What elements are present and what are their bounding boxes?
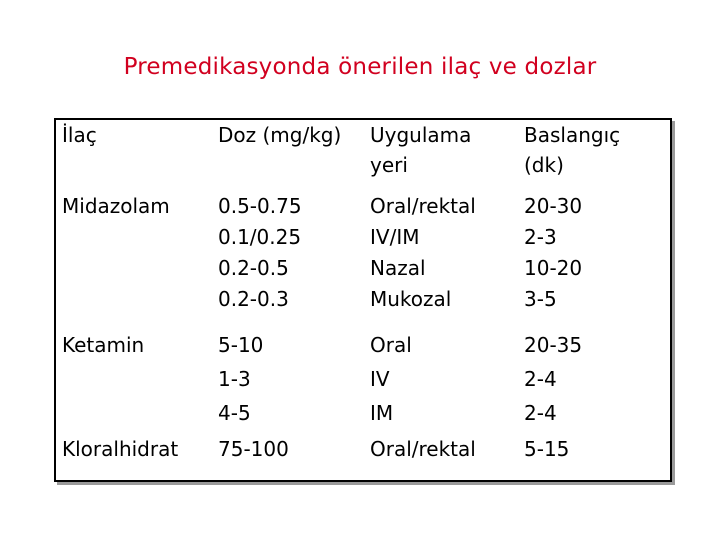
header-route: Uygulama bbox=[370, 123, 472, 147]
dose-cell: 4-5 bbox=[218, 401, 251, 425]
onset-cell: 20-30 bbox=[524, 194, 583, 218]
dose-cell: 75-100 bbox=[218, 437, 289, 461]
dosage-table bbox=[54, 118, 672, 482]
onset-cell: 10-20 bbox=[524, 256, 583, 280]
header-onset: Baslangıç bbox=[524, 123, 621, 147]
drug-kloralhidrat: Kloralhidrat bbox=[62, 437, 179, 461]
dose-cell: 0.2-0.5 bbox=[218, 256, 289, 280]
route-cell: IV bbox=[370, 367, 390, 391]
page-title: Premedikasyonda önerilen ilaç ve dozlar bbox=[123, 54, 597, 80]
dose-cell: 0.5-0.75 bbox=[218, 194, 302, 218]
dose-cell: 1-3 bbox=[218, 367, 251, 391]
route-cell: Nazal bbox=[370, 256, 426, 280]
onset-cell: 2-4 bbox=[524, 401, 557, 425]
route-cell: IV/IM bbox=[370, 225, 420, 249]
onset-cell: 20-35 bbox=[524, 333, 583, 357]
route-cell: Oral/rektal bbox=[370, 437, 476, 461]
onset-cell: 5-15 bbox=[524, 437, 570, 461]
drug-midazolam: Midazolam bbox=[62, 194, 170, 218]
route-cell: IM bbox=[370, 401, 394, 425]
onset-cell: 3-5 bbox=[524, 287, 557, 311]
dose-cell: 0.2-0.3 bbox=[218, 287, 289, 311]
drug-ketamin: Ketamin bbox=[62, 333, 145, 357]
header-route-line2: yeri bbox=[370, 153, 408, 177]
header-drug: İlaç bbox=[62, 123, 97, 147]
onset-cell: 2-4 bbox=[524, 367, 557, 391]
route-cell: Mukozal bbox=[370, 287, 452, 311]
dose-cell: 5-10 bbox=[218, 333, 264, 357]
route-cell: Oral bbox=[370, 333, 412, 357]
header-onset-line2: (dk) bbox=[524, 153, 564, 177]
dose-cell: 0.1/0.25 bbox=[218, 225, 302, 249]
onset-cell: 2-3 bbox=[524, 225, 557, 249]
header-dose: Doz (mg/kg) bbox=[218, 123, 342, 147]
route-cell: Oral/rektal bbox=[370, 194, 476, 218]
